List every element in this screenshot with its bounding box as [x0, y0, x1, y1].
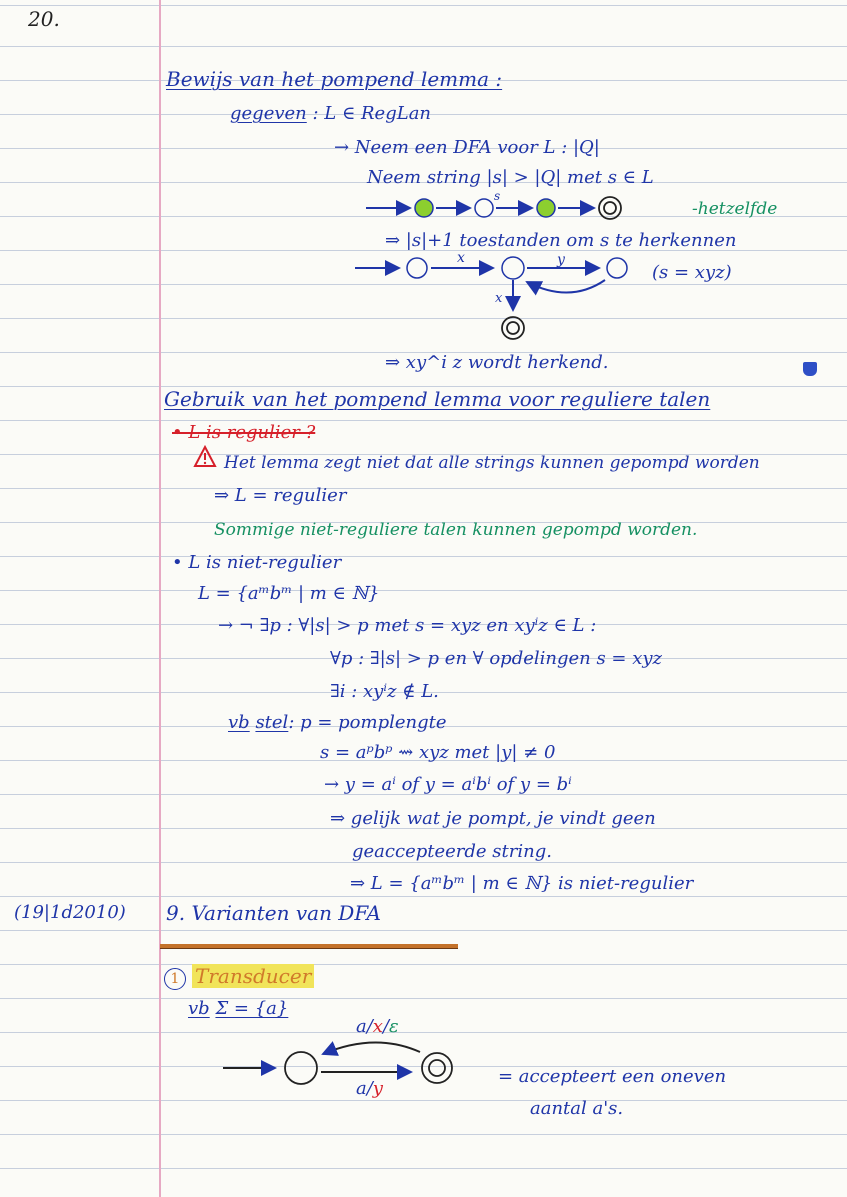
edge-label-x: x — [457, 250, 465, 266]
usage-heading: Gebruik van het pompend lemma voor reguliere talen — [164, 387, 711, 411]
accept-description-1: = accepteert een oneven — [498, 1066, 727, 1087]
loop-back-arrow — [527, 280, 605, 293]
bookmark-icon — [803, 362, 817, 376]
state-q2 — [607, 258, 627, 278]
proof-step-1: → Neem een DFA voor L : |Q| — [334, 137, 600, 158]
vb-label: vb — [228, 712, 250, 733]
proof-conclusion: ⇒ xy^i z wordt herkend. — [385, 352, 609, 373]
accept-state-outer — [599, 197, 621, 219]
state-even — [285, 1052, 317, 1084]
stel-label: stel — [255, 712, 289, 733]
accept-state-inner — [604, 202, 616, 214]
negation-line: → ¬ ∃p : ∀|s| > p met s = xyz en xyⁱz ∈ L : — [218, 615, 597, 636]
stel-text: : p = pomplengte — [288, 712, 447, 733]
accept-description-2: aantal a's. — [530, 1098, 624, 1119]
vb-label: vb — [188, 998, 210, 1019]
proof-step-2: Neem string |s| > |Q| met s ∈ L — [367, 167, 654, 188]
y-options-line: → y = aⁱ of y = aⁱbⁱ of y = bⁱ — [324, 774, 572, 795]
exists-line: ∃i : xyⁱz ∉ L. — [330, 681, 439, 702]
accept-state-outer — [502, 317, 524, 339]
top-transition-arrow — [323, 1042, 420, 1054]
same-note: -hetzelfde — [692, 199, 778, 219]
item-number-badge: 1 — [164, 968, 186, 990]
warning-icon — [194, 446, 216, 468]
given-line — [230, 103, 431, 125]
proof-heading: Bewijs van het pompend lemma : — [166, 67, 503, 91]
given-text: : L ∈ RegLan — [312, 103, 432, 124]
green-note: Sommige niet-reguliere talen kunnen gepompd worden. — [214, 520, 698, 540]
section-divider — [160, 944, 458, 949]
bottom-edge-output-y: y — [372, 1078, 383, 1099]
transducer-diagram — [215, 1010, 475, 1120]
s-equals-xyz: (s = xyz) — [652, 262, 732, 283]
transducer-heading — [164, 965, 314, 990]
transducer-title: Transducer — [192, 964, 314, 988]
top-edge-output-eps: ε — [389, 1016, 399, 1037]
state-mid — [475, 199, 493, 217]
top-edge-label — [356, 1016, 399, 1038]
state-green-1 — [415, 199, 433, 217]
proof-step-3: ⇒ |s|+1 toestanden om s te herkennen — [385, 230, 737, 251]
usage-bullet-1: • L is regulier ? — [172, 422, 316, 443]
forall-line: ∀p : ∃|s| > p en ∀ opdelingen s = xyz — [330, 648, 663, 669]
final-conclusion: ⇒ L = {aᵐbᵐ | m ∈ ℕ} is niet-regulier — [350, 873, 694, 894]
state-q0 — [407, 258, 427, 278]
date-note: (19|1d2010) — [14, 902, 126, 923]
top-edge-input: a/ — [356, 1016, 373, 1037]
dfa-path-diagram — [360, 189, 660, 222]
pumping-loop-diagram — [355, 252, 655, 344]
given-label: gegeven — [230, 103, 307, 124]
warning-text: Het lemma zegt niet dat alle strings kunnen gepompd worden — [224, 453, 760, 473]
top-edge-output-x: x — [372, 1016, 383, 1037]
top-edge-sep: / — [382, 1016, 390, 1037]
sigma-text: Σ = {a} — [215, 998, 289, 1019]
bottom-edge-label — [356, 1078, 383, 1100]
result-line-2: geaccepteerde string. — [352, 841, 552, 862]
state-q1 — [502, 257, 524, 279]
edge-label-y: y — [557, 252, 565, 268]
accept-state-inner — [507, 322, 519, 334]
example-stel-line — [228, 712, 447, 734]
page-number: 20. — [28, 7, 60, 31]
state-green-2 — [537, 199, 555, 217]
edge-label-s: s — [494, 189, 501, 203]
bottom-edge-input: a/ — [356, 1078, 373, 1099]
margin-line — [159, 0, 161, 1197]
section-9-title: 9. Varianten van DFA — [166, 901, 381, 925]
accept-state-inner — [429, 1060, 445, 1076]
language-definition: L = {aᵐbᵐ | m ∈ ℕ} — [198, 583, 380, 604]
accept-state-outer — [422, 1053, 452, 1083]
result-line-1: ⇒ gelijk wat je pompt, je vindt geen — [330, 808, 656, 829]
s-definition-line: s = aᵖbᵖ ⇝ xyz met |y| ≠ 0 — [320, 742, 556, 763]
usage-bullet-2: • L is niet-regulier — [172, 552, 342, 573]
edge-label-z: x — [495, 291, 503, 306]
usage-implication-1: ⇒ L = regulier — [214, 485, 347, 506]
